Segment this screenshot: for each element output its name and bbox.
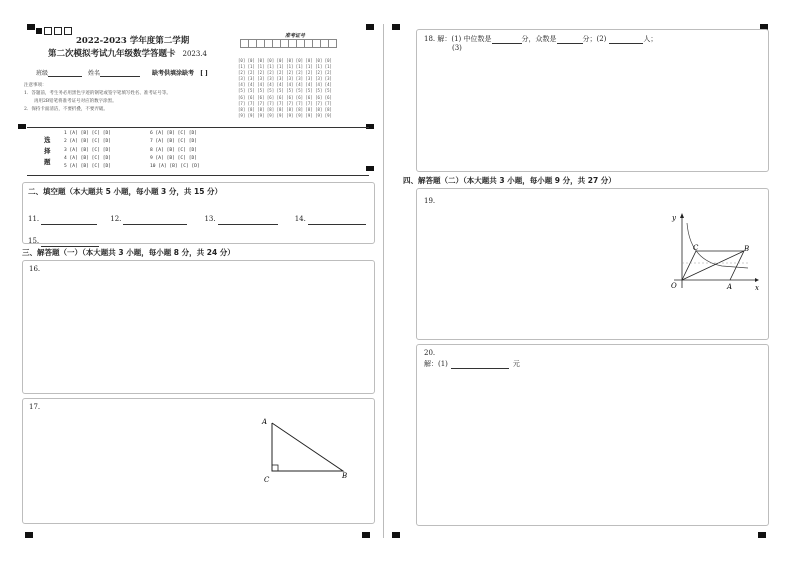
bubble-row[interactable]: [1] [1] [1] [1] [1] [1] [1] [1] [1] [1] [238,64,332,70]
timing-mark-bottom-mid-left [362,532,370,538]
q15-answer[interactable] [41,238,99,247]
notice-item-1: 1．答题前，考生务必用黑色字迹的钢笔或签字笔填写姓名、准考证号等。 [24,91,171,96]
class-name-line [36,68,140,77]
absent-line [152,68,208,77]
q20-unit: 元 [512,360,520,368]
point-c-label: C [264,476,270,484]
ticket-number-boxes[interactable] [240,39,337,48]
q14-label: 14. [294,215,306,223]
empty-square-icon [64,27,72,35]
empty-square-icon [44,27,52,35]
choice-row[interactable]: 2 [A] [B] [C] [D] [64,139,112,145]
absent-checkbox[interactable]: [ ] [200,70,208,77]
timing-mark-bottom-left [25,532,33,538]
q18-answer-box[interactable] [416,29,769,172]
timing-mark-top-mid-left [366,24,374,30]
exam-title: 第二次模拟考试九年级数学答题卡 [48,49,176,59]
q13-label: 13. [204,215,216,223]
class-label: 班级 [36,70,49,77]
q12-answer[interactable] [123,216,187,225]
section2-title: 二、填空题（本大题共 5 小题，每小题 3 分，共 15 分） [28,187,223,196]
bubble-row[interactable]: [5] [5] [5] [5] [5] [5] [5] [5] [5] [5] [238,88,332,94]
q18-part3: (3) [452,44,462,52]
segment-oc [682,251,696,280]
bubble-row[interactable]: [7] [7] [7] [7] [7] [7] [7] [7] [7] [7] [238,100,332,106]
choice-row[interactable]: 3 [A] [B] [C] [D] [64,147,112,153]
q18-part1: 18. 解：(1) 中位数是 [424,35,492,43]
timing-mark-left-1 [18,124,26,129]
page-divider [383,24,384,538]
x-axis-label: x [755,284,759,292]
q18-line-1: 18. 解：(1) 中位数是 分，众数是 分；(2) 人； [424,35,658,43]
q17-label: 17. [29,403,41,411]
choice-row[interactable]: 1 [A] [B] [C] [D] [64,131,112,136]
triangle-figure [258,412,358,484]
choice-right-group[interactable] [150,130,200,171]
choice-row[interactable]: 10 [A] [B] [C] [D] [150,164,200,170]
timing-mark-bottom-right [758,532,766,538]
q20-line-1 [424,359,520,369]
section3-title: 三、解答题（一）（本大题共 3 小题，每小题 8 分，共 24 分） [22,248,235,257]
y-axis-label: y [672,214,676,222]
ticket-bubbles[interactable] [238,58,332,119]
q20-answer[interactable] [451,360,509,369]
choice-row[interactable]: 8 [A] [B] [C] [D] [150,147,198,153]
choice-row[interactable]: 5 [A] [B] [C] [D] [64,164,112,170]
x-axis-arrow-icon [755,278,759,282]
choice-row[interactable]: 6 [A] [B] [C] [D] [150,131,198,136]
segment-ab [730,251,744,280]
timing-mark-top-mid-right [392,24,400,30]
q15-label: 15. [28,237,40,245]
empty-square-icon [54,27,62,35]
bubble-row[interactable]: [2] [2] [2] [2] [2] [2] [2] [2] [2] [2] [238,70,332,76]
section4-title: 四、解答题（二）（本大题共 3 小题，每小题 9 分，共 27 分） [403,176,616,185]
coordinate-figure [652,208,764,292]
bubble-row[interactable]: [8] [8] [8] [8] [8] [8] [8] [8] [8] [8] [238,106,332,112]
q18-mode-answer[interactable] [557,35,583,44]
origin-label: O [671,282,677,290]
fill-in-row-2 [28,228,99,247]
bubble-row[interactable]: [3] [3] [3] [3] [3] [3] [3] [3] [3] [3] [238,76,332,82]
q20-label: 20. [424,349,436,357]
bubble-row[interactable]: [6] [6] [6] [6] [6] [6] [6] [6] [6] [6] [238,94,332,100]
name-field[interactable] [100,68,140,77]
notice-title: 注意事项： [24,83,47,88]
notice-item-2: 2．保持卡面清洁，不要折叠，不要弄破。 [24,107,108,112]
class-field[interactable] [48,68,82,77]
name-label: 姓名 [87,70,100,77]
point-b-label: B [744,245,750,253]
q12-label: 12. [110,215,122,223]
year-title: 2022-2023 学年度第二学期 [76,36,190,46]
timing-mark-bottom-mid-right [392,532,400,538]
q11-answer[interactable] [41,216,97,225]
filled-square-icon [36,28,42,34]
notice-block [24,82,234,114]
q16-answer-box[interactable] [22,260,375,394]
bubble-row[interactable]: [9] [9] [9] [9] [9] [9] [9] [9] [9] [9] [238,112,332,118]
point-a-label: A [727,283,733,291]
fill-in-row-1 [28,206,366,225]
q14-answer[interactable] [308,216,366,225]
q19-label: 19. [424,197,436,205]
point-b-label: B [342,472,348,480]
notice-item-1b: 再用2B铅笔将准考证号对应的数字涂黑。 [34,99,117,104]
q13-answer[interactable] [218,216,278,225]
y-axis-arrow-icon [680,213,684,218]
exam-title-line [48,47,207,59]
point-a-label: A [262,418,268,426]
q20-answer-box[interactable] [416,344,769,526]
choice-row[interactable]: 7 [A] [B] [C] [D] [150,139,198,145]
choice-left-group[interactable] [64,130,111,171]
ticket-label: 准考证号 [285,33,306,39]
point-c-label: C [693,244,699,252]
choice-row[interactable]: 9 [A] [B] [C] [D] [150,155,198,161]
q16-label: 16. [29,265,41,273]
triangle-outline [272,423,343,471]
q18-median-answer[interactable] [492,35,522,44]
q18-count-answer[interactable] [609,35,643,44]
segment-ob [682,251,744,280]
absent-label: 缺考供填涂缺考 [152,70,195,77]
right-angle-mark [272,465,278,471]
header-squares [36,20,72,39]
q20-prefix: 解：(1) [424,360,448,368]
bubble-row[interactable]: [0] [0] [0] [0] [0] [0] [0] [0] [0] [0] [238,58,332,63]
bubble-row[interactable]: [4] [4] [4] [4] [4] [4] [4] [4] [4] [4] [238,82,332,88]
choice-row[interactable]: 4 [A] [B] [C] [D] [64,155,112,161]
timing-mark-top-left [27,24,35,30]
exam-date: 2023.4 [182,50,207,58]
q11-label: 11. [28,215,40,223]
choice-label: 选 择 题 [44,136,51,166]
